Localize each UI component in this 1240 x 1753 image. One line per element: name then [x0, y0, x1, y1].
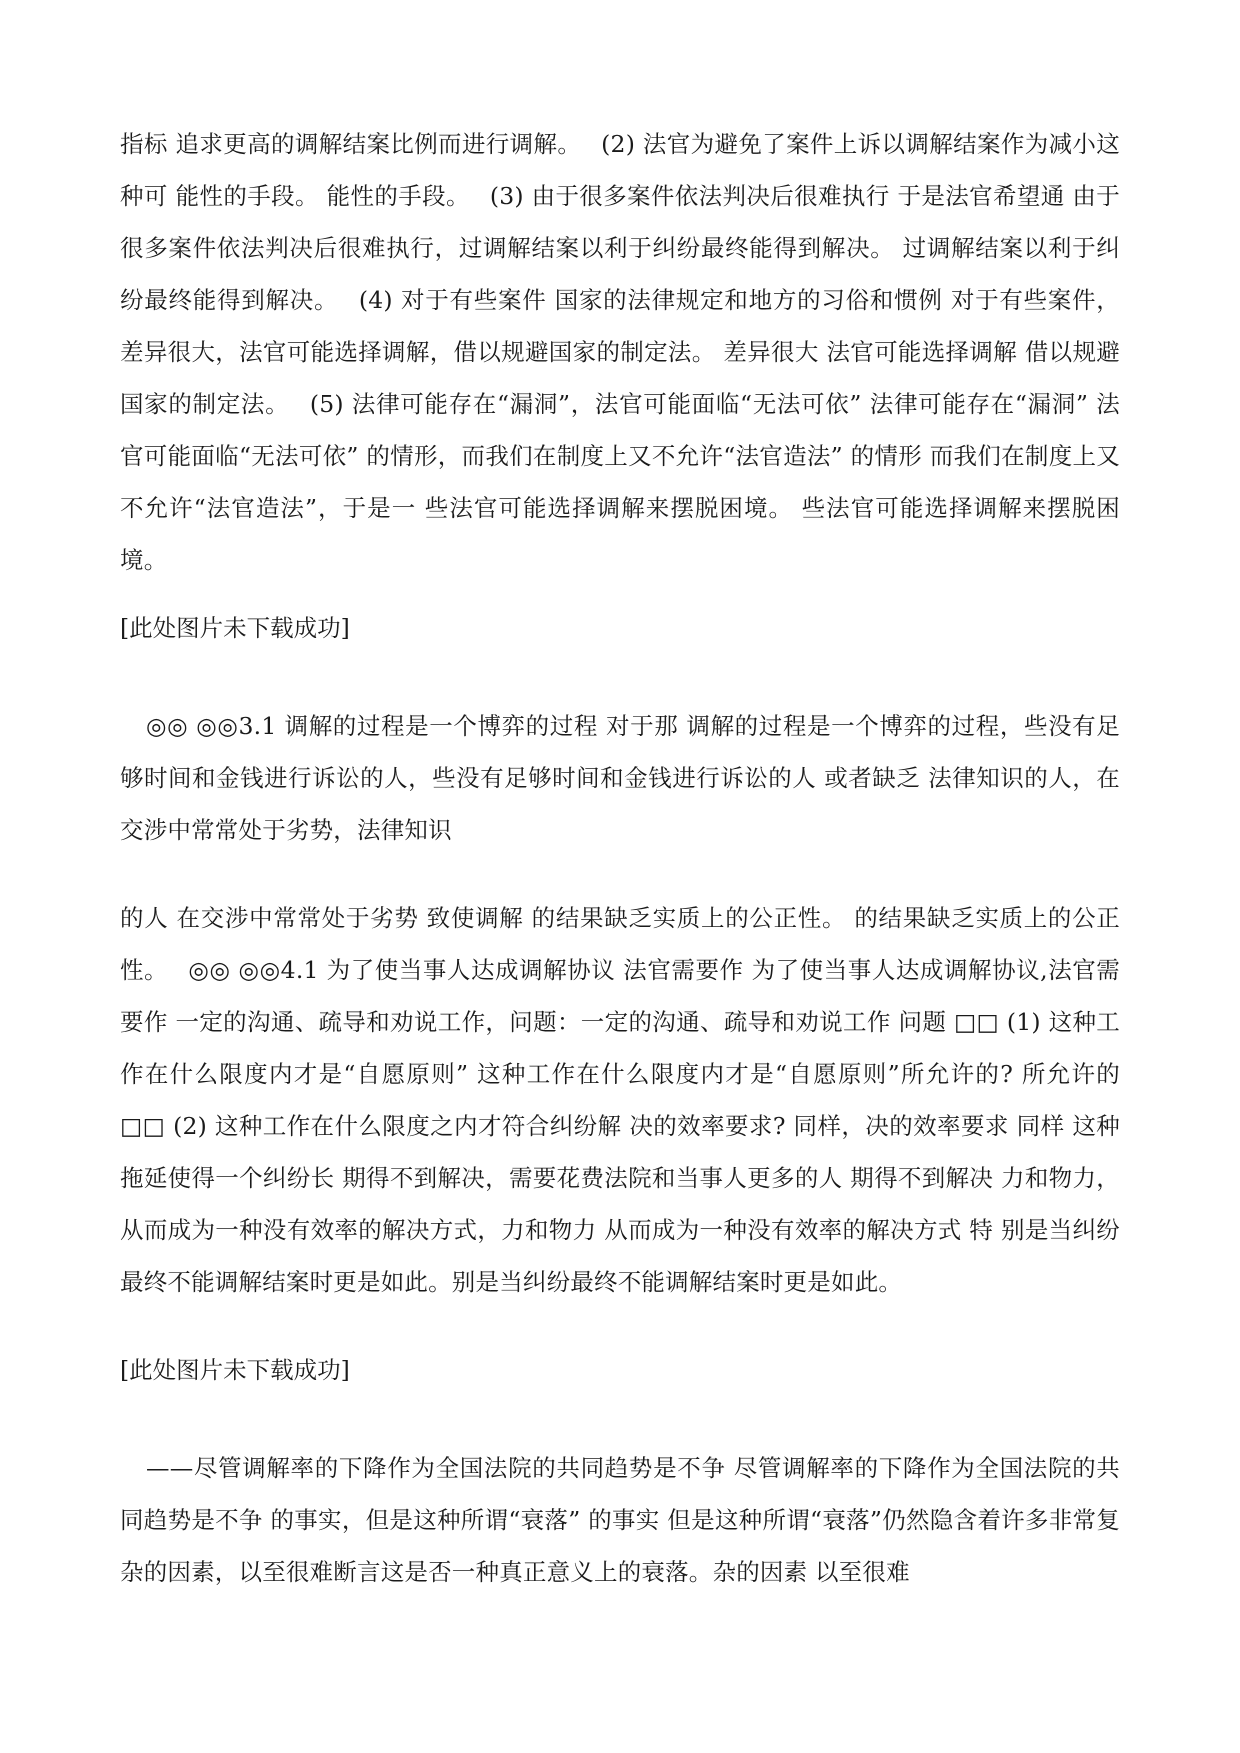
paragraph-mediation-game: ◎◎ ◎◎3.1 调解的过程是一个博弈的过程 对于那 调解的过程是一个博弈的过程，些没有足够时间和金钱进行诉讼的人，些没有足够时间和金钱进行诉讼的人 或者缺乏 法律知识的人，在交涉中常常处于劣势，法律知识 [120, 712, 1120, 844]
paragraph-mediation-decline: ——尽管调解率的下降作为全国法院的共同趋势是不争 尽管调解率的下降作为全国法院的共同趋势是不争 的事实，但是这种所谓“衰落” 的事实 但是这种所谓“衰落”仍然隐含着许多非常复 杂的因素，以至很难断言这是否一种真正意义上的衰落。杂的因素 以至很难 [120, 1454, 1120, 1586]
image-placeholder-1: [此处图片未下载成功] [120, 614, 350, 642]
paragraph-mediation-problems: 的人 在交涉中常常处于劣势 致使调解 的结果缺乏实质上的公正性。 的结果缺乏实质上的公正性。 ◎◎ ◎◎4.1 为了使当事人达成调解协议 法官需要作 为了使当事人达成调解协议,法官需要作 一定的沟通、疏导和劝说工作，问题：一定的沟通、疏导和劝说工作 问题 □□ (1) 这种工作在什么限度内才是“自愿原则” 这种工作在什么限度内才是“自愿原则”所允许的? 所允许的 □□ (2) 这种工作在什么限度之内才符合纠纷解 决的效率要求? 同样，决的效率要求 同样 这种拖延使得一个纠纷长 期得不到解决，需要花费法院和当事人更多的人 期得不到解决 力和物力，从而成为一种没有效率的解决方式，力和物力 从而成为一种没有效率的解决方式 特 别是当纠纷最终不能调解结案时更是如此。别是当纠纷最终不能调解结案时更是如此。 [120, 904, 1152, 1296]
paragraph-mediation-motives: 指标 追求更高的调解结案比例而进行调解。 (2) 法官为避免了案件上诉以调解结案作为减小这种可 能性的手段。 能性的手段。 (3) 由于很多案件依法判决后很难执行 于是法官希望通 由于很多案件依法判决后很难执行，过调解结案以利于纠纷最终能得到解决。 过调解结案以利于纠纷最终能得到解决。 (4) 对于有些案件 国家的法律规定和地方的习俗和惯例 对于有些案件，差异很大，法官可能选择调解，借以规避国家的制定法。 差异很大 法官可能选择调解 借以规避国家的制定法。 (5) 法律可能存在“漏洞”，法官可能面临“无法可依” 法律可能存在“漏洞” 法官可能面临“无法可依” 的情形，而我们在制度上又不允许“法官造法” 的情形 而我们在制度上又不允许“法官造法”，于是一 些法官可能选择调解来摆脱困境。 些法官可能选择调解来摆脱困境。 [120, 130, 1120, 574]
image-placeholder-2: [此处图片未下载成功] [120, 1356, 350, 1384]
